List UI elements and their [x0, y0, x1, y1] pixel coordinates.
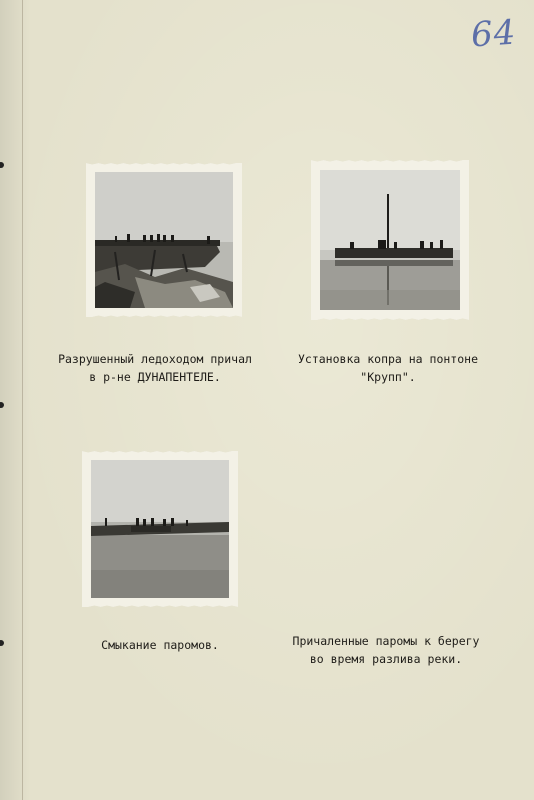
punch-hole	[0, 640, 4, 646]
caption-line: Причаленные паромы к берегу	[292, 634, 480, 648]
caption-line: в р-не ДУНАПЕНТЕЛЕ.	[89, 370, 221, 384]
punch-hole	[0, 162, 4, 168]
caption-pile-driver	[282, 350, 494, 386]
photo-pile-driver	[311, 160, 469, 320]
caption-destroyed-pier	[40, 350, 270, 386]
ferries-joining-photo	[91, 460, 229, 598]
caption-line: Смыкание паромов.	[101, 638, 219, 652]
caption-line: Установка копра на понтоне	[297, 352, 478, 366]
caption-line: во время разлива реки.	[309, 652, 463, 666]
photo-ferries-joining	[82, 451, 238, 607]
caption-ferries-joining	[80, 636, 240, 654]
pile-driver-on-pontoon-photo	[320, 170, 460, 310]
page-number: 64	[469, 12, 518, 56]
caption-moored-ferries	[268, 632, 504, 668]
photo-destroyed-pier	[86, 163, 242, 317]
pier-destroyed-by-ice-photo	[95, 172, 233, 308]
caption-line: "Крупп".	[360, 370, 416, 384]
caption-line: Разрушенный ледоходом причал	[58, 352, 252, 366]
punch-hole	[0, 402, 4, 408]
binding-margin-line	[22, 0, 23, 800]
